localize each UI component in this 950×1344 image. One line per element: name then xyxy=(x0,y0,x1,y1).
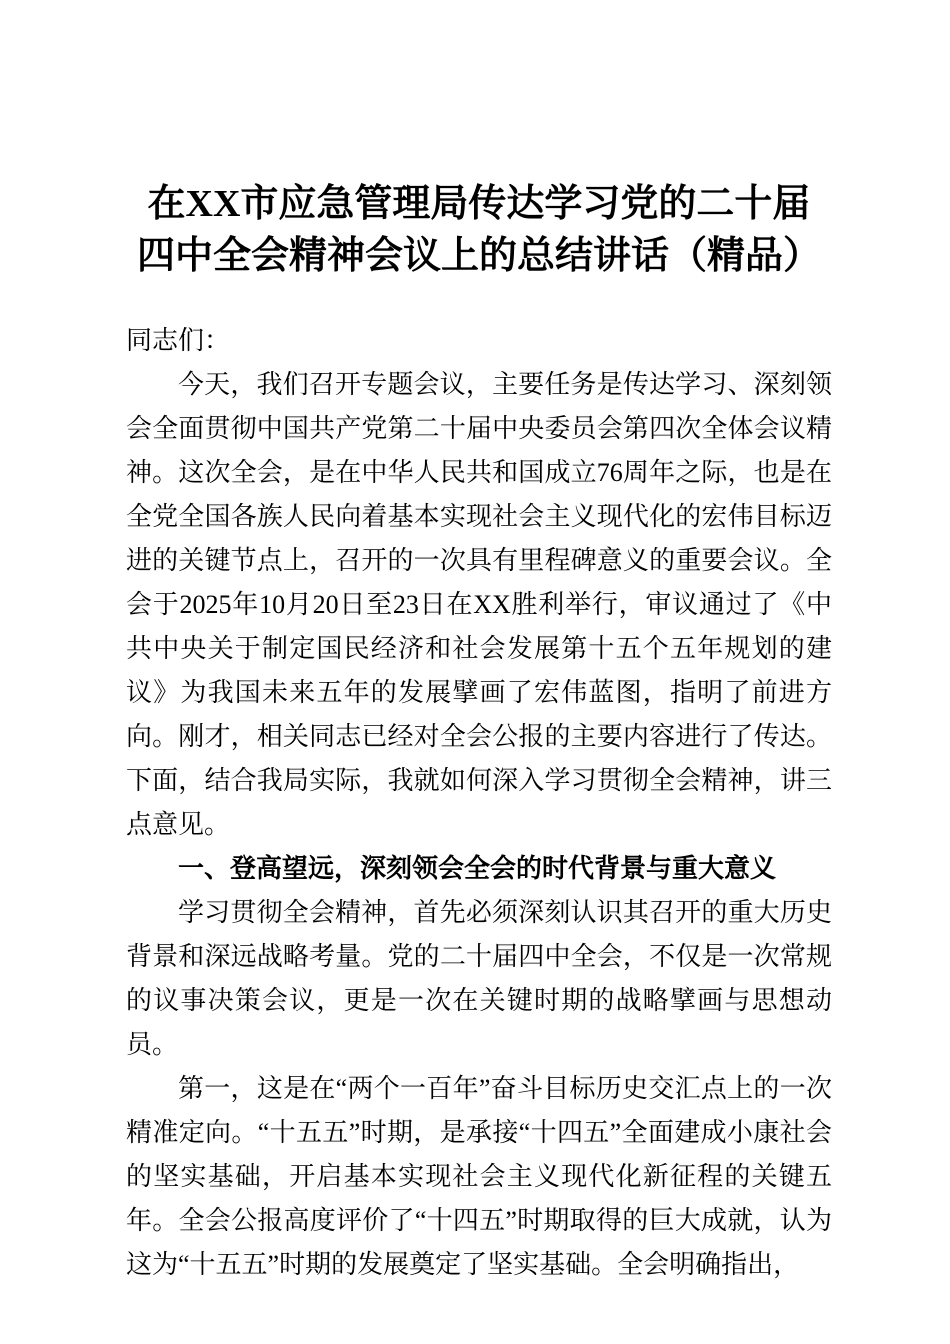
paragraph-opening: 今天，我们召开专题会议，主要任务是传达学习、深刻领会全面贯彻中国共产党第二十届中央委员会第四次全体会议精神。这次全会，是在中华人民共和国成立76周年之际，也是在全党全国各族人民向着基本实现社会主义现代化的宏伟目标迈进的关键节点上，召开的一次具有里程碑意义的重要会议。全会于2025年10月20日至23日在XX胜利举行，审议通过了《中共中央关于制定国民经济和社会发展第十五个五年规划的建议》为我国未来五年的发展擘画了宏伟蓝图，指明了前进方向。刚才，相关同志已经对全会公报的主要内容进行了传达。下面，结合我局实际，我就如何深入学习贯彻全会精神，讲三点意见。 xyxy=(126,370,832,839)
document-body xyxy=(126,319,832,1287)
paragraph-background: 学习贯彻全会精神，首先必须深刻认识其召开的重大历史背景和深远战略考量。党的二十届四中全会，不仅是一次常规的议事决策会议，更是一次在关键时期的战略擘画与思想动员。 xyxy=(126,898,832,1059)
salutation: 同志们： xyxy=(126,326,231,355)
document-title-line-1: 在XX市应急管理局传达学习党的二十届 xyxy=(147,183,811,225)
document-title xyxy=(126,178,832,282)
section-heading-1: 一、登高望远，深刻领会全会的时代背景与重大意义 xyxy=(178,854,777,883)
document-title-line-2: 四中全会精神会议上的总结讲话（精品） xyxy=(136,235,821,277)
paragraph-first-point: 第一，这是在“两个一百年”奋斗目标历史交汇点上的一次精准定向。“十五五”时期，是承接“十四五”全面建成小康社会的坚实基础，开启基本实现社会主义现代化新征程的关键五年。全会公报高度评价了“十四五”时期取得的巨大成就，认为这为“十五五”时期的发展奠定了坚实基础。全会明确指出， xyxy=(126,1074,832,1279)
